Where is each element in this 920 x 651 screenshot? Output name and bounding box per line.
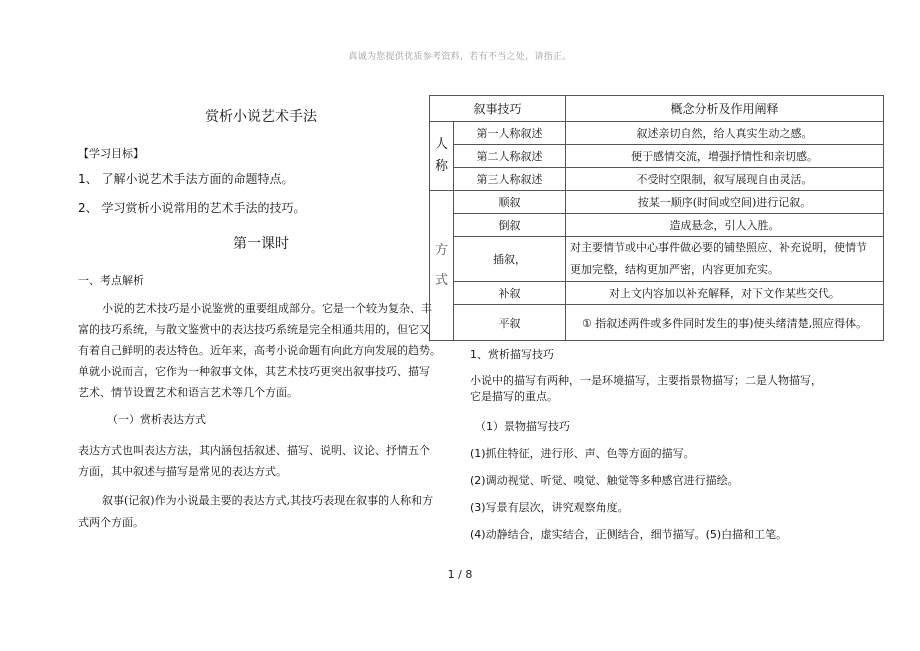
table-row: [430, 191, 884, 214]
row-desc: 不受时空限制，叙写展现自由灵活。: [566, 168, 884, 191]
right-para-line1: 小说中的描写有两种，一是环境描写，主要指景物描写；二是人物描写，: [470, 374, 822, 387]
goal-2: 2、 学习赏析小说常用的艺术手法的技巧。: [78, 201, 306, 215]
row-desc: 对上文内容加以补充解释，对下文作某些交代。: [566, 282, 884, 305]
row-name: 第二人称叙述: [454, 145, 566, 168]
table-header-analysis: 概念分析及作用阐释: [566, 96, 884, 122]
row-desc: 按某一顺序(时间或空间)进行记叙。: [566, 191, 884, 214]
row-name: 倒叙: [454, 214, 566, 237]
row-desc: 对主要情节或中心事件做必要的铺垫照应、补充说明，使情节 更加完整，结构更加严密，内容更加充实。: [566, 237, 884, 282]
table-row: [430, 122, 884, 145]
para2-line1: 表达方式也叫表达方法，其内涵包括叙述、描写、说明、议论、抒情五个: [78, 444, 430, 457]
doc-title: 赏析小说艺术手法: [205, 109, 317, 125]
para1-line1: 小说的艺术技巧是小说鉴赏的重要组成部分。它是一个较为复杂、丰: [102, 302, 432, 315]
page-number: 1 / 8: [447, 568, 473, 581]
narrative-technique-table: [429, 95, 884, 341]
group-method: 方 式: [430, 191, 454, 341]
table-row: [430, 305, 884, 341]
row-desc: ① 指叙述两件或多件同时发生的事)使头绪清楚,照应得体。: [566, 305, 884, 341]
group-person: 人 称: [430, 122, 454, 191]
table-header-row: [430, 96, 884, 122]
right-para-line2: 它是描写的重点。: [470, 390, 558, 403]
para2-line2: 方面，其中叙述与描写是常见的表达方式。: [78, 465, 287, 478]
row-name: 补叙: [454, 282, 566, 305]
right-subheading: （1）景物描写技巧: [475, 420, 570, 433]
para1-line4: 单就小说而言，它作为一种叙事文体，其艺术技巧更突出叙事技巧、描写: [78, 365, 430, 378]
table-header-technique: 叙事技巧: [430, 96, 566, 122]
right-item-3: (3)写景有层次，讲究观察角度。: [470, 501, 629, 514]
right-item-1: (1)抓住特征，进行形、声、色等方面的描写。: [470, 447, 695, 460]
row-name: 第一人称叙述: [454, 122, 566, 145]
row-desc: 叙述亲切自然，给人真实生动之感。: [566, 122, 884, 145]
table-row: [430, 282, 884, 305]
table-row: [430, 237, 884, 282]
table-row: [430, 214, 884, 237]
para3-line2: 式两个方面。: [78, 516, 144, 529]
learning-goals-label: 【学习目标】: [78, 147, 144, 160]
para3-line1: 叙事(记叙)作为小说最主要的表达方式,其技巧表现在叙事的人称和方: [102, 494, 434, 507]
para1-line5: 艺术、情节设置艺术和语言艺术等几个方面。: [78, 386, 298, 399]
row-name: 第三人称叙述: [454, 168, 566, 191]
right-item-4: (4)动静结合，虚实结合，正侧结合，细节描写。(5)白描和工笔。: [470, 528, 788, 541]
header-note: 真诚为您提供优质参考资料，若有不当之处，请指正。: [348, 52, 572, 62]
row-desc: 便于感情交流，增强抒情性和亲切感。: [566, 145, 884, 168]
row-desc: 造成悬念，引人入胜。: [566, 214, 884, 237]
section-heading: 一、考点解析: [78, 274, 144, 287]
right-heading: 1、赏析描写技巧: [470, 348, 554, 361]
table-row: [430, 168, 884, 191]
row-name: 顺叙: [454, 191, 566, 214]
para1-line3: 有着自己鲜明的表达特色。近年来，高考小说命题有向此方向发展的趋势。: [78, 344, 441, 357]
row-name: 插叙，: [454, 237, 566, 282]
lesson-title: 第一课时: [233, 236, 289, 252]
para1-line2: 富的技巧系统，与散文鉴赏中的表达技巧系统是完全相通共用的，但它又: [78, 323, 430, 336]
row-name: 平叙: [454, 305, 566, 341]
subsection-heading: （一）赏析表达方式: [107, 413, 206, 426]
right-item-2: (2)调动视觉、听觉、嗅觉、触觉等多种感官进行描绘。: [470, 474, 739, 487]
goal-1: 1、 了解小说艺术手法方面的命题特点。: [78, 172, 294, 186]
table-row: [430, 145, 884, 168]
